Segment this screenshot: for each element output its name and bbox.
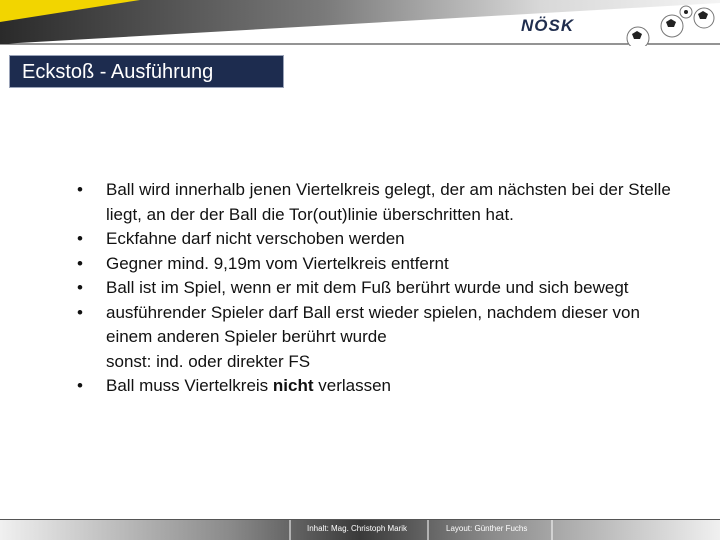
bullet-text-part: verlassen [313,376,391,395]
bullet-dot-icon: • [77,376,83,395]
bullet-text-part: Ball muss Viertelkreis [106,376,273,395]
footer-content-credit: Inhalt: Mag. Christoph Marik [307,524,408,533]
bullet-text: Ball ist im Spiel, wenn er mit dem Fuß berührt wurde und sich bewegt [106,278,629,297]
brand-logo-text: NÖSK [521,16,575,35]
bullet-dot-icon: • [77,180,83,199]
bullet-dot-icon: • [77,302,83,322]
bullet-dot-icon: • [77,278,83,297]
bullet-item [77,301,677,375]
bullet-item [77,276,677,301]
bullet-item [77,374,677,399]
slide-title-box [9,55,284,88]
bullet-extra-line: sonst: ind. oder direkter FS [106,351,311,371]
bullet-item [77,178,677,227]
bullet-text-emphasis: nicht [272,376,314,395]
bullet-text: Ball wird innerhalb jenen Viertelkreis gelegt, der am nächsten bei der Stelle liegt, an der der Ball die Tor(out)linie überschritten hat. [106,180,671,224]
bullet-dot-icon: • [77,229,83,248]
footer-layout-credit: Layout: Günther Fuchs [446,524,528,533]
bullet-item [77,252,677,277]
bullet-text: Gegner mind. 9,19m vom Viertelkreis entfernt [106,253,449,273]
bullet-item [77,227,677,252]
bullet-dot-icon: • [77,253,83,273]
soccer-balls-icon [612,4,720,46]
bullet-text: ausführender Spieler darf Ball erst wieder spielen, nachdem dieser von einem anderen Spieler berührt wurde [106,302,640,346]
slide-title: Eckstoß - Ausführung [22,61,214,83]
bullet-list [77,178,677,399]
bullet-text: Eckfahne darf nicht verschoben werden [106,229,405,248]
